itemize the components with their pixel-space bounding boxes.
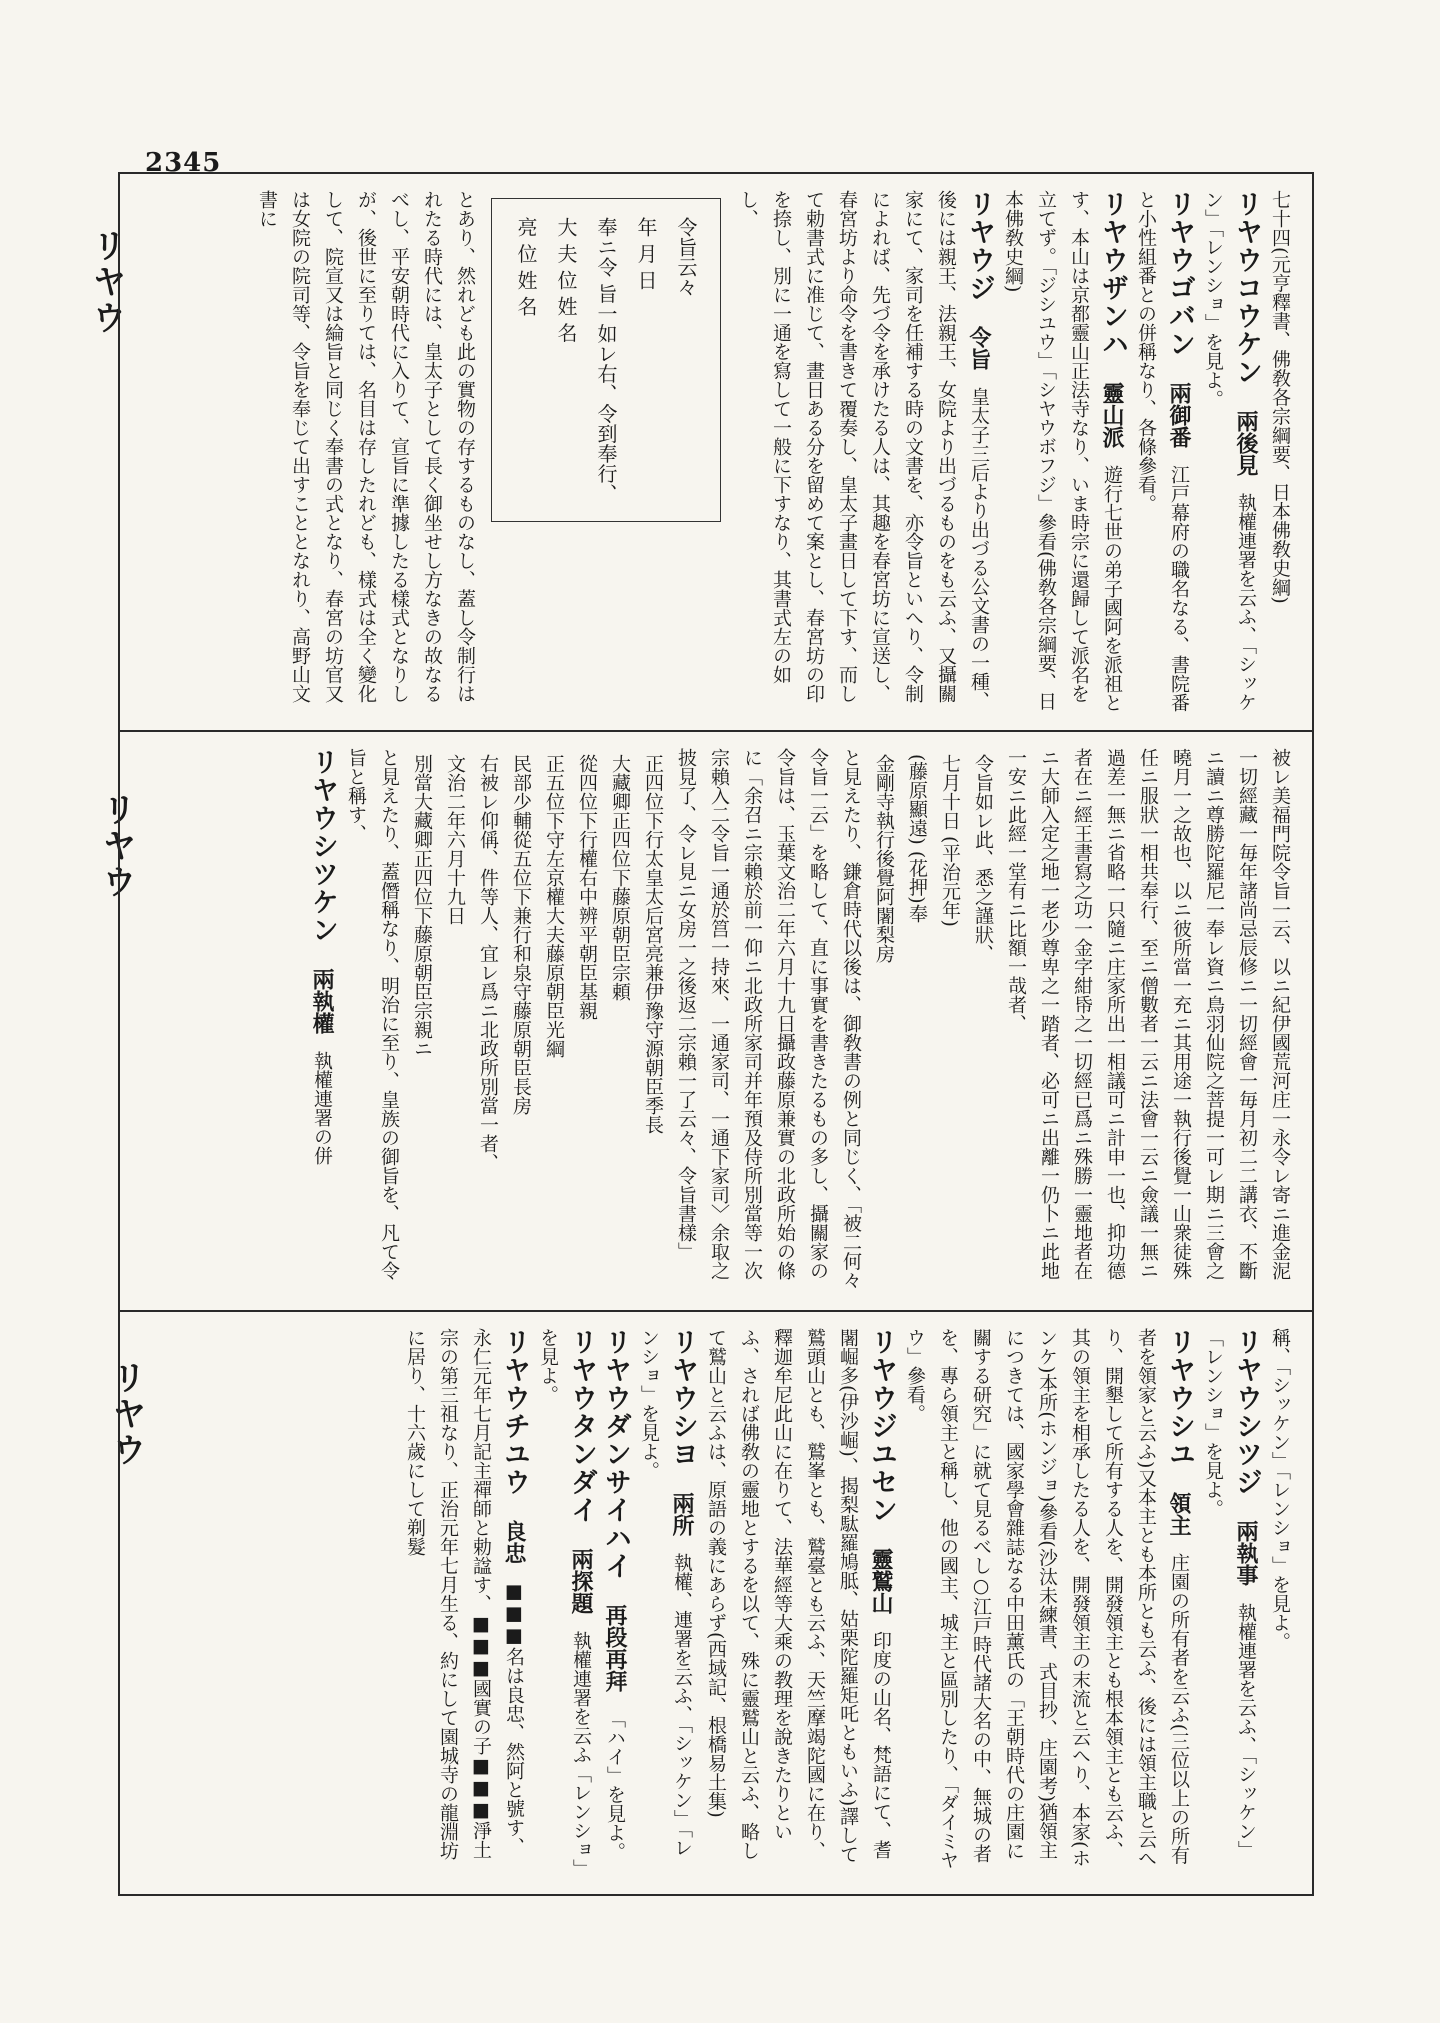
box-line: 年 月 日: [634, 217, 658, 290]
band-1: [122, 176, 1308, 728]
entry-ryau-sho: [632, 1328, 699, 1874]
entry-kanji: 兩執事: [1233, 1520, 1259, 1587]
entry-kanji: 兩後見: [1233, 410, 1259, 477]
entry-head: リヤウタンダイ: [566, 1328, 597, 1524]
entry-body: 執權連署を云ふ「レンショ」を見よ。: [537, 1328, 592, 1869]
entry-ryau-tandai: [531, 1328, 598, 1874]
entry-ryau-goban: [1129, 190, 1196, 714]
entry-head: リヤウコウケン: [1231, 190, 1262, 386]
entry-head: リヤウチユウ: [499, 1328, 530, 1496]
entry-body: 印度の山名、梵語にて、耆闍崛多(伊沙崛)、揭梨駄羅鳩胝、姑栗陀羅矩吒ともいふ)譯して鷲頭山とも、鷲峯とも、鷲臺とも云ふ、天竺摩竭陀國に在り、釋迦牟尼此山に在りて、法華經等大乘の教理を說きたりといふ、されば佛敎の靈地とするを以て、殊に靈鷲山と云ふ、略して鷲山と云ふは、原語の義にあらず(西域記、根橋易土集): [705, 1328, 892, 1864]
entry-kanji: 靈鷲山: [868, 1548, 894, 1615]
band-2-text: [122, 734, 1308, 1308]
entry-ryau-chuu: [398, 1328, 531, 1874]
entry-ryau-kouken: [1196, 190, 1263, 714]
ryouji-quote-1: 令旨如レ此、悉之謹狀、 七月十日 (平治元年) (藤原顯遠) (花押)奉 金剛寺執行後覺阿闍梨房: [873, 754, 994, 963]
entry-ryau-shitsuji: [1196, 1328, 1263, 1874]
band-1-text: [122, 176, 1308, 728]
entry-kanji: 領主: [1166, 1492, 1192, 1537]
entry-body: 遊行七世の弟子國阿を派祖とす、本山は京都靈山正法寺なり、いま時宗に還歸して派名を立てず。「ジシユウ」「シヤウボフジ」參看(佛敎各宗綱要、日本佛敎史綱): [1002, 190, 1123, 712]
entry-kanji: 兩御番: [1166, 382, 1192, 449]
entry-body: 執權連署の併: [311, 1050, 333, 1165]
box-line: 大 夫 位 姓 名: [554, 217, 578, 343]
entry-head: リヤウザンハ: [1097, 190, 1128, 358]
entry-kanji: 良忠: [501, 1520, 527, 1565]
entry-head: リヤウシユ: [1164, 1328, 1195, 1468]
page-number: 2345: [145, 148, 222, 178]
entry-kanji: 兩探題: [568, 1548, 594, 1615]
entry-f1: 被レ美福門院令旨一云、以ニ紀伊國荒河庄一永令レ寄ニ進金泥一切經藏一毎年諸尚忌辰修ニ一切經會一毎月初二二講衣、不斷ニ讀ニ尊勝陀羅尼一奉レ資ニ鳥羽仙院之菩提一可レ期ニ三會之曉月一之故也、以ニ彼所當一充ニ其用途一執行後覺一山衆徒殊任ニ服狀一相共奉行、至ニ僧數者一云ニ法會一云ニ僉議一無ニ過差一無ニ省略一只隨ニ庄家所出一相議可ニ計申一也、抑功德者在ニ經王書寫之功一金字紺帋之一切經已爲ニ殊勝一靈地者在ニ大師入定之地一老少尊卑之一踏者、必可ニ出離一仍卜ニ此地一安ニ此經一堂有ニ比額一哉者、: [1005, 748, 1291, 1280]
entry-body: 庄園の所有者を云ふ(三位以上の所有者を領家と云ふ)又本主とも本所とも云ふ、後には領主職と云へり、開墾して所有する人を、開發領主とも根本領主とも云ふ、其の領主を相承したる人を、開發領主の末流と云へり、本家(ホンケ)本所(ホンジョ)參看(沙汰未練書、式目抄、庄園考)猶領主につきては、國家學會雜誌なる中田薰氏の「王朝時代の庄園に關する研究」に就て見るべし○江戸時代諸大名の中、無城の者を、專ら領主と稱し、他の國主、城主と區別したり、「ダイミヤウ」參看。: [904, 1328, 1190, 1870]
entry-kanji: 兩所: [669, 1492, 695, 1537]
entry-body: 執權、連署を云ふ、「シッケン」「レンショ」を見よ。: [638, 1328, 693, 1857]
entry-kanji: 再段再拜: [602, 1604, 628, 1693]
entry-head: リヤウシツジ: [1231, 1328, 1262, 1496]
entry-body: 皇太子三后より出づる公文書の一種、後には親王、法親王、女院より出づるものをも云ふ、又攝關家にて、家司を任補する時の文書を、亦令旨といへり、令制によれば、先づ令を承けたる人は、其趣を春宮坊に宣送し、春宮坊より命令を書きて覆奏し、皇太子畫日して下す、而して勅書式に准じて、畫日ある分を留めて案とし、春宮坊の印を捺し、別に一通を寫して一般に下すなり、其書式左の如し、: [737, 190, 990, 710]
ryouji-quote-2: 正四位下行太皇太后宮亮兼伊豫守源朝臣季長 大藏卿正四位下藤原朝臣宗頼 從四位下行權右中辨平朝臣基親 正五位下守左京權大夫藤原朝臣光綱 民部少輔從五位下兼行和泉守藤原朝臣長房 右被レ仰偁、件等人、宜レ爲ニ北政所別當一者、 文治二年六月十九日 別當大藏卿正四位下藤原朝臣宗親ニ: [411, 754, 664, 1172]
entry-body: 江戸幕府の職名なる、書院番と小性組番との併稱なり、各條參看。: [1135, 190, 1190, 712]
margin-label-2: リヤウ: [96, 792, 136, 900]
band-divider-2: [118, 1310, 1312, 1312]
entry-kanji: 兩執權: [309, 968, 335, 1035]
entry-ryau-jusen: [699, 1328, 898, 1874]
entry-head: リヤウダンサイハイ: [600, 1328, 631, 1580]
entry-ryau-dansaihai: [598, 1328, 632, 1874]
entry-head: リヤウシヨ: [667, 1328, 698, 1468]
box-line: 亮 位 姓 名: [514, 217, 538, 317]
entry-f5: と見えたり、蓋僭稱なり、明治に至り、皇族の御旨を、凡て令旨と稱す、: [345, 748, 400, 1280]
entry-head: リヤウジ: [964, 190, 995, 302]
entry-g1: 稱、「シッケン」「レンショ」を見よ。: [1269, 1328, 1291, 1651]
entry-body: 執權連署を云ふ、「シッケン」「レンショ」を見よ。: [1202, 1328, 1257, 1860]
entry-e6: とあり、然れども此の實物の存するものなし、蓋し令制行はれたる時代には、皇太子として長く御坐せし方なきの故なるべし、平安朝時代に入りて、宣旨に準據したる樣式となりしが、後世に至りては、名目は存したれども、樣式は全く變化して、院宣又は綸旨と同じく奉書の式となり、春宮の坊官又は女院の院司等、令旨を奉じて出すこととなれり、高野山文書に: [256, 190, 476, 703]
entry-body: 執權連署を云ふ、「シッケン」「レンショ」を見よ。: [1202, 190, 1257, 712]
entry-ryau-zanha: [996, 190, 1129, 714]
entry-head: リヤウジユセン: [866, 1328, 897, 1524]
entry-body: ■■■名は良忠、然阿と號す、永仁元年七月記主禪師と勅諡す、■■■國實の子■■■淨土宗の第三祖なり、正治元年七月生る、約にして園城寺の龍淵坊に居り、十六歲にして剃髮: [404, 1328, 525, 1860]
entry-kanji: 靈山派: [1099, 382, 1125, 449]
band-divider-1: [118, 730, 1312, 732]
entry-e1: 七十四(元亨釋書、佛敎各宗綱要、日本佛敎史綱): [1269, 190, 1291, 604]
entry-ryau-ji: [731, 190, 996, 714]
ryouji-format-box: [491, 198, 721, 522]
entry-body: 「ハイ」を見よ。: [604, 1708, 626, 1861]
entry-ryau-shu: [898, 1328, 1196, 1874]
band-3: [122, 1314, 1308, 1888]
entry-kanji: 令旨: [966, 326, 992, 371]
entry-f3: と見えたり、鎌倉時代以後は、御敎書の例と同じく、「被二何々令旨一云」を略して、直に事實を書きたるもの多し、攝關家の令旨は、玉葉文治二年六月十九日攝政藤原兼實の北政所始の條に「余召ニ宗賴於前一仰ニ北政所家司并年預及侍所別當等一次宗賴入二令旨一通於筥一持來、一通家司、一通下家司〉余取之披見了、令レ見ニ女房一之後返二宗賴一了云々、令旨書樣」: [675, 748, 862, 1290]
entry-ryau-shikken: [305, 748, 339, 1294]
margin-label-3: リヤウ: [106, 1360, 146, 1468]
entry-head: リヤウシツケン: [307, 748, 338, 944]
band-3-text: [122, 1314, 1308, 1888]
band-2: [122, 734, 1308, 1308]
entry-head: リヤウゴバン: [1164, 190, 1195, 358]
box-line: 令旨云々: [674, 217, 698, 297]
box-line: 奉ニ令 旨一如レ右、令到奉行、: [594, 217, 618, 504]
margin-label-1: リヤウ: [86, 228, 126, 336]
